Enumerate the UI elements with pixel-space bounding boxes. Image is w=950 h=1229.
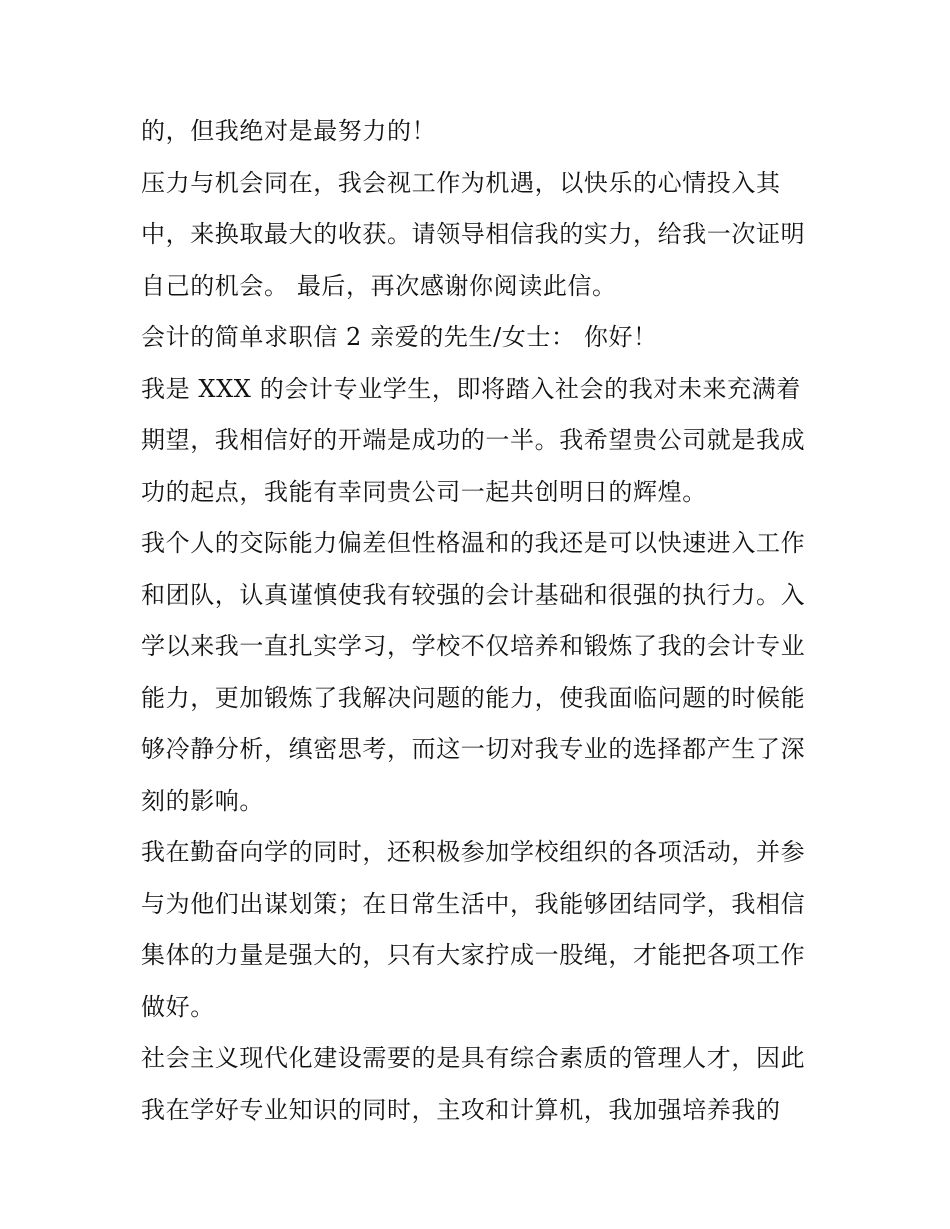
section-heading-line: 会计的简单求职信 2 亲爱的先生/女士： 你好！ (141, 323, 658, 351)
text-line: 我是 XXX 的会计专业学生，即将踏入社会的我对未来充满着 (141, 374, 801, 403)
text-line: 够冷静分析，缜密思考，而这一切对我专业的选择都产生了深 (141, 735, 806, 763)
text-line: 中，来换取最大的收获。请领导相信我的实力，给我一次证明 (141, 220, 806, 248)
text-line: 我在勤奋向学的同时，还积极参加学校组织的各项活动，并参 (141, 838, 806, 866)
text-line: 刻的影响。 (141, 786, 264, 815)
letter-body (141, 106, 821, 1136)
text-line: 压力与机会同在，我会视工作为机遇，以快乐的心情投入其 (141, 168, 781, 197)
text-line: 社会主义现代化建设需要的是具有综合素质的管理人才，因此 (141, 1044, 806, 1072)
text-line: 我个人的交际能力偏差但性格温和的我还是可以快速进入工作 (141, 529, 806, 557)
text-line: 和团队，认真谨慎使我有较强的会计基础和很强的执行力。入 (141, 580, 806, 609)
text-line: 我在学好专业知识的同时，主攻和计算机，我加强培养我的 (141, 1095, 781, 1124)
text-line: 做好。 (141, 992, 215, 1021)
text-line: 集体的力量是强大的，只有大家拧成一股绳，才能把各项工作 (141, 941, 806, 969)
text-line: 自己的机会。 最后，再次感谢你阅读此信。 (141, 271, 617, 300)
text-line: 的，但我绝对是最努力的！ (141, 117, 437, 145)
text-line: 学以来我一直扎实学习，学校不仅培养和锻炼了我的会计专业 (141, 632, 806, 660)
text-line: 功的起点，我能有幸同贵公司一起共创明日的辉煌。 (141, 477, 707, 506)
text-line: 与为他们出谋划策；在日常生活中，我能够团结同学，我相信 (141, 889, 806, 918)
text-line: 期望，我相信好的开端是成功的一半。我希望贵公司就是我成 (141, 426, 806, 454)
text-line: 能力，更加锻炼了我解决问题的能力，使我面临问题的时候能 (141, 683, 806, 712)
